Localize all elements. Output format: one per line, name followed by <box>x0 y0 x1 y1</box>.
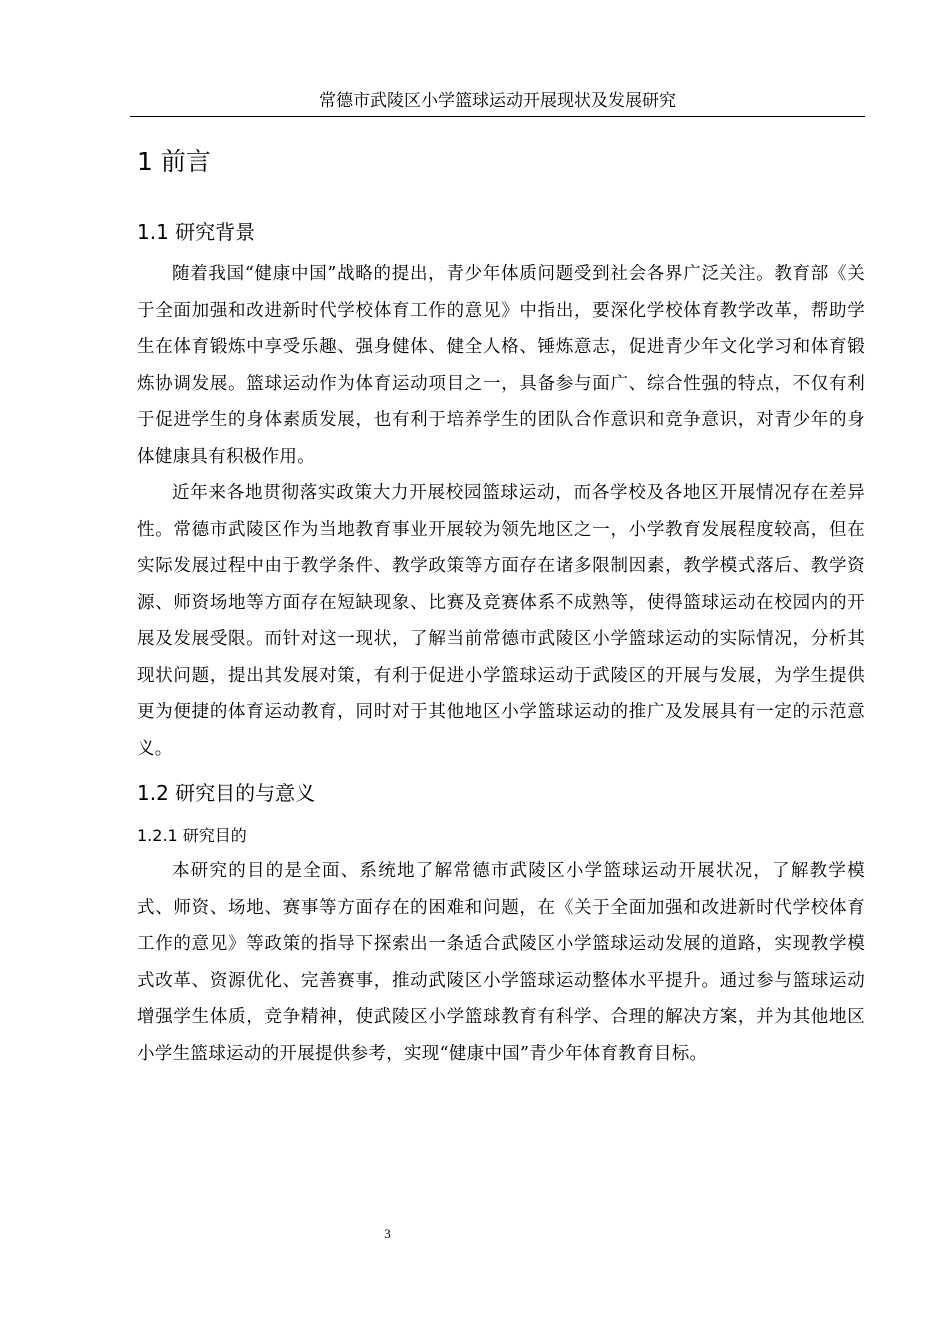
subsection-title-1-2-1: 1.2.1 研究目的 <box>137 826 247 845</box>
section-title-1-1: 1.1 研究背景 <box>137 220 256 244</box>
section-title-1-2: 1.2 研究目的与意义 <box>137 781 316 805</box>
page-body <box>137 140 865 1072</box>
chapter-title: 1 前言 <box>137 147 211 176</box>
running-header: 常德市武陵区小学篮球运动开展现状及发展研究 <box>130 88 865 117</box>
paragraph: 本研究的目的是全面、系统地了解常德市武陵区小学篮球运动开展状况，了解教学模式、师资、场地、赛事等方面存在的困难和问题，在《关于全面加强和改进新时代学校体育工作的意见》等政策的指导下探索出一条适合武陵区小学篮球运动发展的道路，实现教学模式改革、资源优化、完善赛事，推动武陵区小学篮球运动整体水平提升。通过参与篮球运动增强学生体质，竞争精神，使武陵区小学篮球教育有科学、合理的解决方案，并为其他地区小学生篮球运动的开展提供参考，实现“健康中国”青少年体育教育目标。 <box>137 861 865 1064</box>
paragraph: 近年来各地贯彻落实政策大力开展校园篮球运动，而各学校及各地区开展情况存在差异性。常德市武陵区作为当地教育事业开展较为领先地区之一，小学教育发展程度较高，但在实际发展过程中由于教学条件、教学政策等方面存在诸多限制因素，教学模式落后、教学资源、师资场地等方面存在短缺现象、比赛及竞赛体系不成熟等，使得篮球运动在校园内的开展及发展受限。而针对这一现状，了解当前常德市武陵区小学篮球运动的实际情况，分析其现状问题，提出其发展对策，有利于促进小学篮球运动于武陵区的开展与发展，为学生提供更为便捷的体育运动教育，同时对于其他地区小学篮球运动的推广及发展具有一定的示范意义。 <box>137 483 865 759</box>
page-number: 3 <box>384 1226 391 1241</box>
paragraph: 随着我国“健康中国”战略的提出，青少年体质问题受到社会各界广泛关注。教育部《关于全面加强和改进新时代学校体育工作的意见》中指出，要深化学校体育教学改革，帮助学生在体育锻炼中享受乐趣、强身健体、健全人格、锤炼意志，促进青少年文化学习和体育锻炼协调发展。篮球运动作为体育运动项目之一，具备参与面广、综合性强的特点，不仅有利于促进学生的身体素质发展，也有利于培养学生的团队合作意识和竞争意识，对青少年的身体健康具有积极作用。 <box>137 264 865 467</box>
